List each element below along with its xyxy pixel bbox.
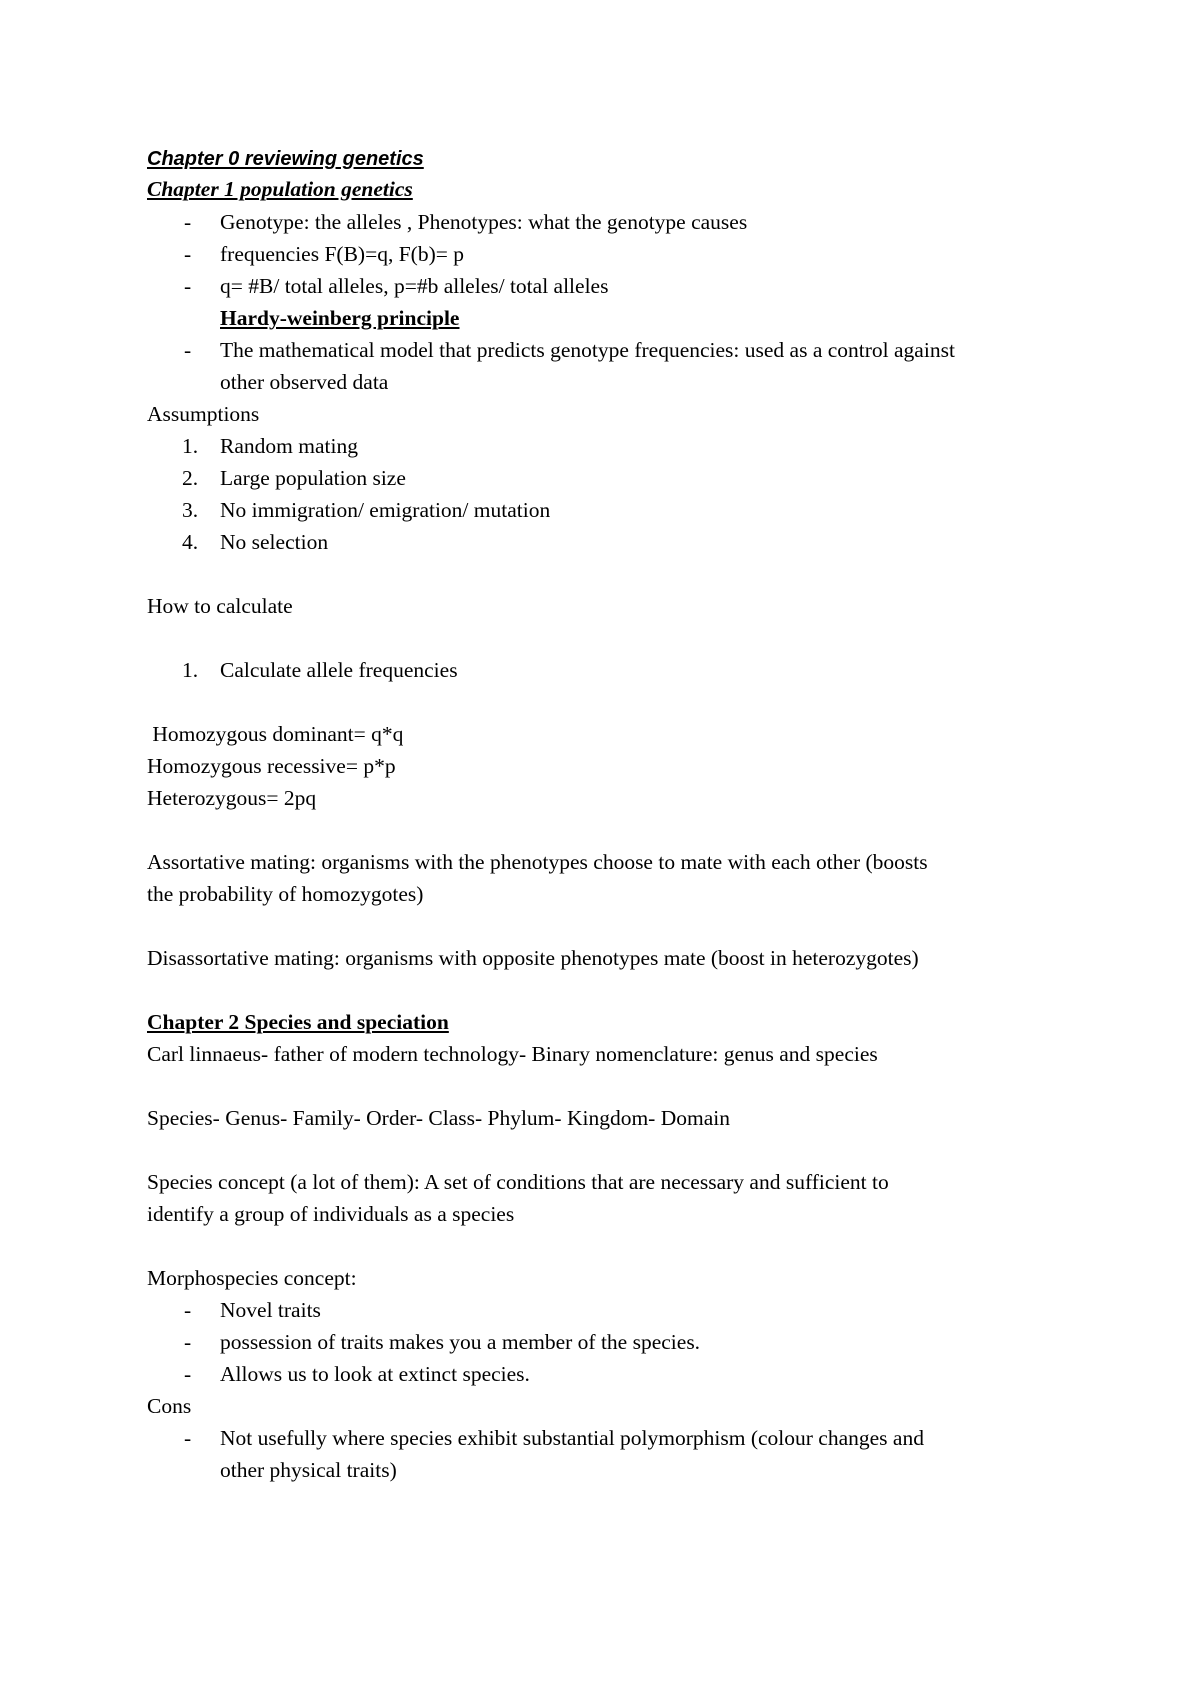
- cons-label: Cons: [147, 1394, 192, 1418]
- bullet-dash: -: [184, 210, 192, 234]
- cons-bullet-line1: Not usefully where species exhibit substantial polymorphism (colour changes and: [220, 1426, 924, 1450]
- disassortative-text: Disassortative mating: organisms with opposite phenotypes mate (boost in heterozygotes): [147, 946, 919, 970]
- assumption-item: Large population size: [220, 466, 406, 490]
- assumption-number: 3.: [182, 498, 199, 522]
- chapter2-heading: Chapter 2 Species and speciation: [147, 1010, 449, 1034]
- assumption-number: 2.: [182, 466, 199, 490]
- chapter1-heading: Chapter 1 population genetics: [147, 177, 413, 201]
- morpho-bullet: Allows us to look at extinct species.: [220, 1362, 530, 1386]
- linnaeus-text: Carl linnaeus- father of modern technology- Binary nomenclature: genus and species: [147, 1042, 878, 1066]
- ch1-bullet-genotype: Genotype: the alleles , Phenotypes: what the genotype causes: [220, 210, 748, 234]
- formula-homozygous-recessive: Homozygous recessive= p*p: [147, 754, 396, 778]
- assumption-item: No immigration/ emigration/ mutation: [220, 498, 551, 522]
- formula-homozygous-dominant: Homozygous dominant= q*q: [147, 722, 404, 746]
- bullet-dash: -: [184, 338, 192, 362]
- bullet-dash: -: [184, 274, 192, 298]
- morpho-bullet: possession of traits makes you a member of the species.: [220, 1330, 701, 1354]
- hardy-bullet-line2: other observed data: [220, 370, 389, 394]
- taxonomy-text: Species- Genus- Family- Order- Class- Phylum- Kingdom- Domain: [147, 1106, 730, 1130]
- assumption-number: 4.: [182, 530, 199, 554]
- morphospecies-label: Morphospecies concept:: [147, 1266, 357, 1290]
- assortative-line1: Assortative mating: organisms with the phenotypes choose to mate with each other (boosts: [147, 850, 928, 874]
- assumptions-label: Assumptions: [147, 402, 260, 426]
- hardy-bullet-line1: The mathematical model that predicts genotype frequencies: used as a control against: [220, 338, 955, 362]
- assortative-line2: the probability of homozygotes): [147, 882, 424, 906]
- bullet-dash: -: [184, 1298, 192, 1322]
- assumption-item: No selection: [220, 530, 329, 554]
- calc-step-number: 1.: [182, 658, 199, 682]
- bullet-dash: -: [184, 1362, 192, 1386]
- how-to-calculate-label: How to calculate: [147, 594, 293, 618]
- ch1-bullet-q-formula: q= #B/ total alleles, p=#b alleles/ total alleles: [220, 274, 609, 298]
- hardy-weinberg-heading: Hardy-weinberg principle: [220, 306, 460, 330]
- morpho-bullet: Novel traits: [220, 1298, 321, 1322]
- calc-step-text: Calculate allele frequencies: [220, 658, 458, 682]
- bullet-dash: -: [184, 1426, 192, 1450]
- species-concept-line1: Species concept (a lot of them): A set of conditions that are necessary and sufficient to: [147, 1170, 889, 1194]
- bullet-dash: -: [184, 1330, 192, 1354]
- bullet-dash: -: [184, 242, 192, 266]
- chapter0-heading: Chapter 0 reviewing genetics: [147, 148, 424, 170]
- species-concept-line2: identify a group of individuals as a species: [147, 1202, 515, 1226]
- assumption-number: 1.: [182, 434, 199, 458]
- assumption-item: Random mating: [220, 434, 358, 458]
- ch1-bullet-frequencies: frequencies F(B)=q, F(b)= p: [220, 242, 464, 266]
- formula-heterozygous: Heterozygous= 2pq: [147, 786, 317, 810]
- cons-bullet-line2: other physical traits): [220, 1458, 397, 1482]
